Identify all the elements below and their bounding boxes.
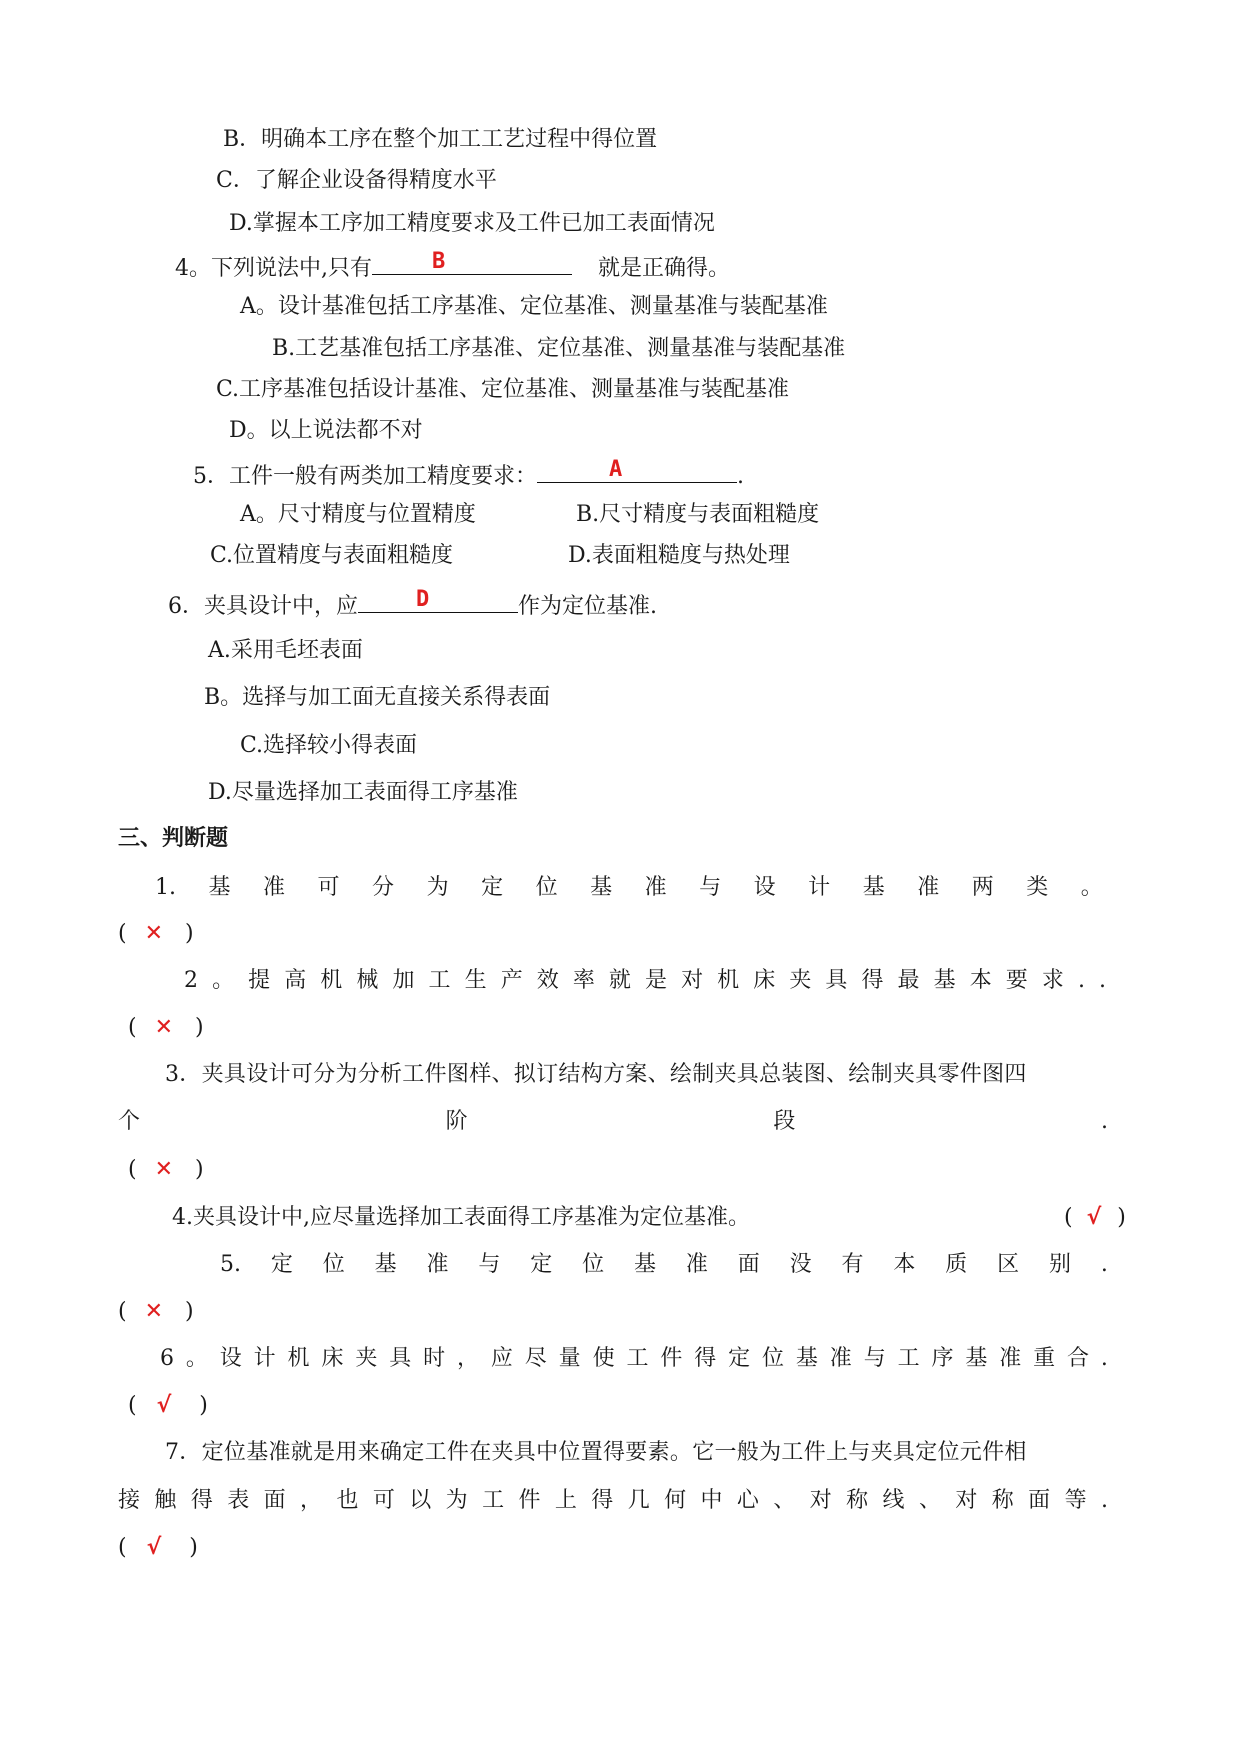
text-char: . <box>1099 968 1106 993</box>
judge-q2-open: ( <box>128 1015 137 1040</box>
text-char: 件 <box>518 1488 541 1513</box>
text-char: 计 <box>808 875 831 900</box>
text-char: 具 <box>825 968 848 993</box>
judge-q1-open: ( <box>118 921 127 946</box>
judge-q4-open: ( <box>1064 1205 1073 1230</box>
text-char: 夹 <box>355 1346 378 1371</box>
text-char: 可 <box>317 875 340 900</box>
q5-answer: A <box>609 457 623 482</box>
text-char: 尽 <box>524 1346 547 1371</box>
text-char: 工 <box>428 968 451 993</box>
text-char: 准 <box>644 875 667 900</box>
text-char: 是 <box>645 968 668 993</box>
text-char: 高 <box>284 968 307 993</box>
text-char: 心 <box>736 1488 759 1513</box>
judge-q7-line1: 7．定位基准就是用来确定工件在夹具中位置得要素。它一般为工件上与夹具定位元件相 <box>165 1440 1027 1465</box>
text-char: 应 <box>490 1346 513 1371</box>
judge-q3-line1: 3．夹具设计可分为分析工件图样、拟订结构方案、绘制夹具总装图、绘制夹具零件图四 <box>165 1062 1027 1087</box>
text-char: 可 <box>372 1488 395 1513</box>
q4-option-d: D。以上说法都不对 <box>229 418 423 443</box>
text-char: 接 <box>118 1488 141 1513</box>
text-char: 位 <box>762 1346 785 1371</box>
q4-option-a: A。设计基准包括工序基准、定位基准、测量基准与装配基准 <box>240 294 828 319</box>
judge-q7-answer <box>118 1533 198 1563</box>
text-char: 使 <box>592 1346 615 1371</box>
q4-stem-post: 就是正确得。 <box>598 256 731 281</box>
text-char: 定 <box>481 875 504 900</box>
q6-option-b: B。选择与加工面无直接关系得表面 <box>204 685 551 710</box>
judge-q7-close: ) <box>189 1535 198 1560</box>
text-char: 1. <box>155 875 176 900</box>
text-char: 得 <box>694 1346 717 1371</box>
text-char: 两 <box>971 875 994 900</box>
text-char: 基 <box>862 875 885 900</box>
text-char: ， <box>300 1488 323 1513</box>
q6-stem-post: 作为定位基准. <box>518 594 657 619</box>
judge-q6-open: ( <box>128 1393 137 1418</box>
text-char: 阶 <box>445 1109 468 1134</box>
text-char: 质 <box>945 1252 968 1277</box>
text-char: 有 <box>841 1252 864 1277</box>
text-char: 最 <box>897 968 920 993</box>
cross-icon: ✕ <box>144 1299 164 1324</box>
q6-option-c: C.选择较小得表面 <box>240 733 418 758</box>
text-char: 、 <box>918 1488 941 1513</box>
text-char: 基 <box>795 1346 818 1371</box>
text-char: 表 <box>227 1488 250 1513</box>
text-char: 何 <box>664 1488 687 1513</box>
q6-answer-blank <box>358 588 518 613</box>
judge-q6-text <box>160 1344 1108 1374</box>
text-char: 机 <box>717 968 740 993</box>
text-char: 准 <box>829 1346 852 1371</box>
text-char: 基 <box>208 875 231 900</box>
text-char: 别 <box>1048 1252 1071 1277</box>
text-char: 设 <box>753 875 776 900</box>
q4-answer: B <box>432 249 446 274</box>
text-char: 序 <box>931 1346 954 1371</box>
text-char: 夹 <box>789 968 812 993</box>
q3-option-d: D.掌握本工序加工精度要求及工件已加工表面情况 <box>229 211 715 236</box>
text-char: 定 <box>728 1346 751 1371</box>
text-char: 生 <box>464 968 487 993</box>
q5-option-a: A。尺寸精度与位置精度 <box>240 502 476 527</box>
text-char: 对 <box>955 1488 978 1513</box>
judge-q5-close: ) <box>185 1299 194 1324</box>
text-char: 得 <box>591 1488 614 1513</box>
judge-q1-answer <box>118 919 194 949</box>
check-icon: √ <box>1086 1205 1102 1230</box>
q6-stem-pre: 6．夹具设计中，应 <box>168 594 358 619</box>
text-char: . <box>1100 1109 1108 1134</box>
q5-option-c: C.位置精度与表面粗糙度 <box>210 543 454 568</box>
text-char: 要 <box>1005 968 1028 993</box>
q6-option-a: A.采用毛坯表面 <box>208 638 363 663</box>
judge-q2-answer <box>128 1013 204 1043</box>
text-char: 机 <box>287 1346 310 1371</box>
text-char: 工 <box>482 1488 505 1513</box>
judge-q5-answer <box>118 1297 194 1327</box>
text-char: 机 <box>320 968 343 993</box>
text-char: 工 <box>626 1346 649 1371</box>
judge-q2-close: ) <box>195 1015 204 1040</box>
text-char: 6 <box>160 1346 174 1371</box>
text-char: 基 <box>633 1252 656 1277</box>
text-char: 基 <box>965 1346 988 1371</box>
judge-q1-text <box>155 873 1103 903</box>
cross-icon: ✕ <box>154 1157 174 1182</box>
text-char: 械 <box>356 968 379 993</box>
q5-stem <box>193 458 744 492</box>
text-char: 计 <box>253 1346 276 1371</box>
text-char: 准 <box>999 1346 1022 1371</box>
q5-option-d: D.表面粗糙度与热处理 <box>568 543 790 568</box>
text-char: 具 <box>389 1346 412 1371</box>
text-char: 得 <box>190 1488 213 1513</box>
section3-heading: 三、判断题 <box>118 826 229 851</box>
text-char: 面 <box>737 1252 760 1277</box>
text-char: 量 <box>558 1346 581 1371</box>
judge-q4-close: ) <box>1117 1205 1126 1230</box>
text-char: 分 <box>372 875 395 900</box>
check-icon: √ <box>156 1393 172 1418</box>
text-char: 定 <box>270 1252 293 1277</box>
text-char: 准 <box>426 1252 449 1277</box>
judge-q7-open: ( <box>118 1535 127 1560</box>
text-char: 等 <box>1064 1488 1087 1513</box>
text-char: 2 <box>184 968 198 993</box>
q4-option-b: B.工艺基准包括工序基准、定位基准、测量基准与装配基准 <box>272 336 846 361</box>
text-char: 本 <box>969 968 992 993</box>
text-char: 工 <box>897 1346 920 1371</box>
text-char: 。 <box>185 1346 208 1371</box>
text-char: 面 <box>1028 1488 1051 1513</box>
text-char: 中 <box>700 1488 723 1513</box>
text-char: 个 <box>118 1109 141 1134</box>
text-char: 也 <box>336 1488 359 1513</box>
q4-answer-blank <box>372 250 572 275</box>
q5-stem-post: . <box>737 464 744 489</box>
text-char: 基 <box>590 875 613 900</box>
text-char: 与 <box>863 1346 886 1371</box>
text-char: 准 <box>685 1252 708 1277</box>
text-char: . <box>1077 968 1085 993</box>
text-char: 提 <box>248 968 271 993</box>
text-char: 准 <box>917 875 940 900</box>
judge-q5-text <box>220 1250 1108 1280</box>
judge-q3-line2 <box>118 1107 1108 1137</box>
text-char: 时 <box>423 1346 446 1371</box>
text-char: 加 <box>392 968 415 993</box>
text-char: 定 <box>530 1252 553 1277</box>
text-char: 位 <box>582 1252 605 1277</box>
judge-q3-close: ) <box>195 1157 204 1182</box>
text-char: 几 <box>627 1488 650 1513</box>
text-char: 就 <box>608 968 631 993</box>
text-char: 本 <box>893 1252 916 1277</box>
judge-q4-answer <box>1064 1203 1126 1233</box>
q4-option-c: C.工序基准包括设计基准、定位基准、测量基准与装配基准 <box>216 377 790 402</box>
text-char: 床 <box>321 1346 344 1371</box>
text-char: 基 <box>933 968 956 993</box>
text-char: 上 <box>554 1488 577 1513</box>
cross-icon: ✕ <box>144 921 164 946</box>
text-char: 基 <box>374 1252 397 1277</box>
text-char: 称 <box>846 1488 869 1513</box>
q6-stem <box>168 588 657 622</box>
check-icon: √ <box>146 1535 162 1560</box>
q3-option-c: C．了解企业设备得精度水平 <box>216 168 497 193</box>
text-char: 没 <box>789 1252 812 1277</box>
text-char: 区 <box>997 1252 1020 1277</box>
text-char: 为 <box>445 1488 468 1513</box>
text-char: 位 <box>535 875 558 900</box>
text-char: 、 <box>773 1488 796 1513</box>
text-char: 对 <box>681 968 704 993</box>
text-char: 床 <box>753 968 776 993</box>
judge-q5-open: ( <box>118 1299 127 1324</box>
q6-option-d: D.尽量选择加工表面得工序基准 <box>208 780 518 805</box>
text-char: 重 <box>1033 1346 1056 1371</box>
judge-q3-open: ( <box>128 1157 137 1182</box>
q5-stem-pre: 5．工件一般有两类加工精度要求： <box>193 464 537 489</box>
text-char: . <box>1100 1488 1108 1513</box>
cross-icon: ✕ <box>154 1015 174 1040</box>
text-char: . <box>1100 1346 1108 1371</box>
judge-q6-close: ) <box>199 1393 208 1418</box>
text-char: 设 <box>219 1346 242 1371</box>
text-char: 以 <box>409 1488 432 1513</box>
text-char: . <box>1100 1252 1108 1277</box>
text-char: 为 <box>426 875 449 900</box>
text-char: 类 <box>1026 875 1049 900</box>
judge-q4-text: 4.夹具设计中,应尽量选择加工表面得工序基准为定位基准。 <box>172 1205 750 1230</box>
text-char: 率 <box>572 968 595 993</box>
text-char: 与 <box>478 1252 501 1277</box>
q6-answer: D <box>416 587 430 612</box>
text-char: 对 <box>809 1488 832 1513</box>
text-char: 件 <box>660 1346 683 1371</box>
text-char: 位 <box>322 1252 345 1277</box>
text-char: 合 <box>1067 1346 1090 1371</box>
text-char: 得 <box>861 968 884 993</box>
text-char: 求 <box>1041 968 1064 993</box>
judge-q6-answer <box>128 1391 208 1421</box>
text-char: 5. <box>220 1252 241 1277</box>
text-char: 效 <box>536 968 559 993</box>
judge-q1-close: ) <box>185 921 194 946</box>
judge-q3-answer <box>128 1155 204 1185</box>
text-char: 面 <box>263 1488 286 1513</box>
text-char: 产 <box>500 968 523 993</box>
judge-q2-text <box>184 966 1106 996</box>
text-char: ， <box>457 1346 480 1371</box>
q5-option-b: B.尺寸精度与表面粗糙度 <box>576 502 820 527</box>
judge-q7-line2 <box>118 1486 1108 1516</box>
text-char: 。 <box>212 968 235 993</box>
q3-option-b: B．明确本工序在整个加工工艺过程中得位置 <box>223 127 658 152</box>
text-char: 称 <box>991 1488 1014 1513</box>
q5-answer-blank <box>537 458 737 483</box>
text-char: 线 <box>882 1488 905 1513</box>
text-char: 。 <box>1080 875 1103 900</box>
q4-stem <box>175 250 730 284</box>
text-char: 与 <box>699 875 722 900</box>
text-char: 触 <box>154 1488 177 1513</box>
q4-stem-pre: 4。下列说法中,只有 <box>175 256 372 281</box>
text-char: 段 <box>773 1109 796 1134</box>
text-char: 准 <box>263 875 286 900</box>
